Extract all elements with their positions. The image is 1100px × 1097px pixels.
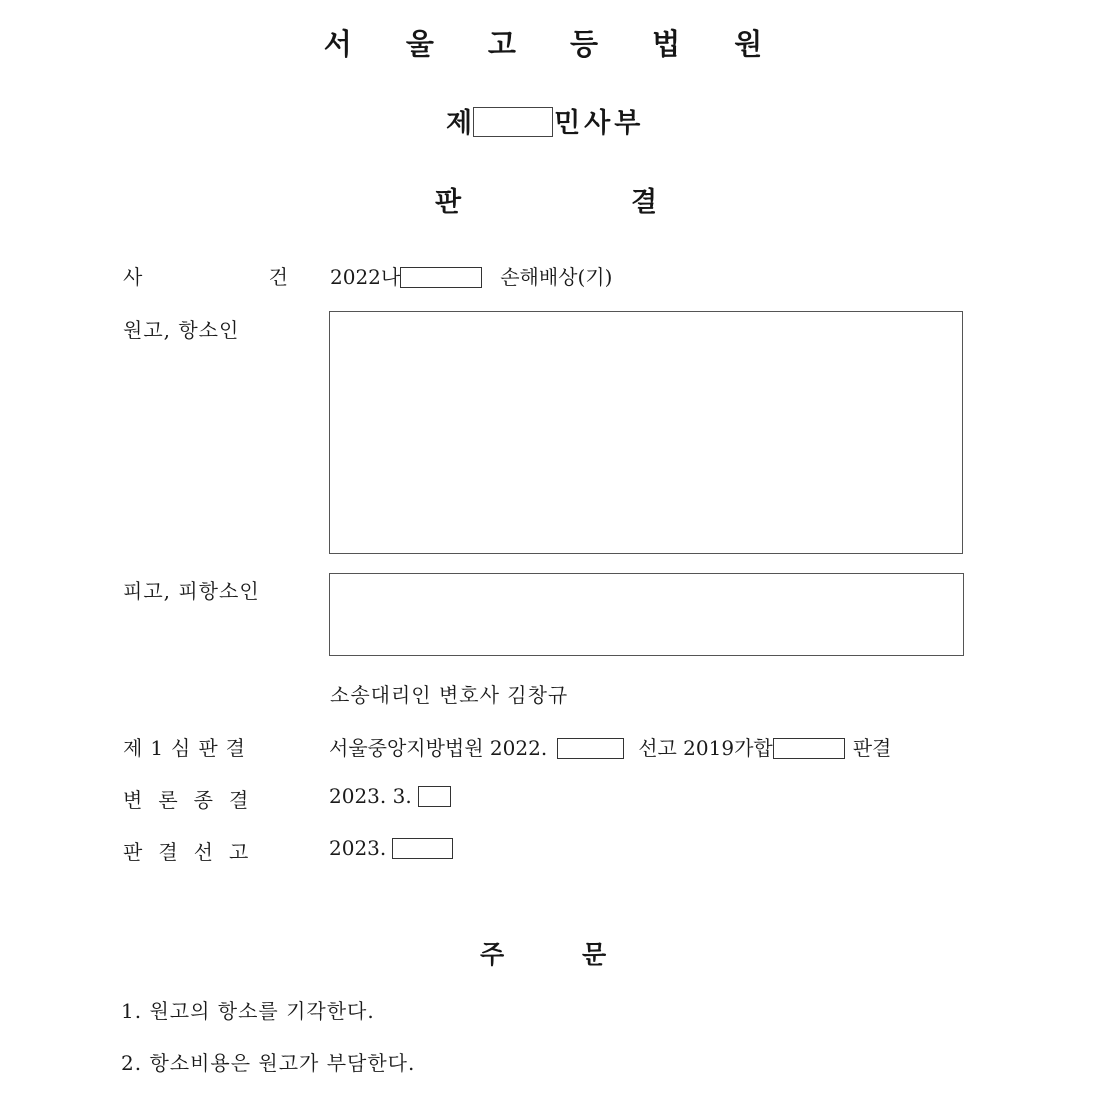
redacted-first-instance-number	[773, 738, 845, 759]
redacted-pronouncement-date	[392, 838, 453, 859]
division-prefix: 제	[446, 108, 473, 139]
document-title-second: 결	[631, 187, 658, 218]
court-name: 서 울 고 등 법 원	[323, 27, 785, 61]
case-label: 사 건	[123, 265, 348, 289]
redacted-first-instance-date	[557, 738, 624, 759]
redacted-case-number	[400, 267, 482, 288]
closing-value	[329, 784, 451, 808]
division-suffix: 민사부	[554, 108, 645, 139]
pronouncement-value	[329, 836, 453, 860]
case-number-prefix: 2022나	[330, 265, 401, 289]
defendant-label: 피고, 피항소인	[123, 579, 260, 603]
redacted-closing-day	[418, 786, 451, 807]
first-instance-pronounced: 선고 2019가합	[638, 736, 773, 760]
first-instance-value	[329, 732, 891, 761]
redacted-plaintiff-box	[329, 311, 963, 554]
document-title-first: 판	[435, 187, 462, 218]
first-instance-label: 제1심판결	[123, 736, 254, 760]
plaintiff-label: 원고, 항소인	[123, 318, 240, 342]
division-heading	[446, 101, 644, 140]
closing-date: 2023. 3.	[329, 784, 412, 808]
pronouncement-label: 판결선고	[123, 840, 265, 864]
case-name: 손해배상(기)	[500, 265, 613, 289]
redacted-division-number	[473, 107, 553, 137]
redacted-defendant-box	[329, 573, 964, 656]
first-instance-suffix: 판결	[852, 736, 892, 760]
order-title-first: 주	[480, 940, 505, 969]
defendant-attorney: 소송대리인 변호사 김창규	[330, 683, 569, 707]
pronouncement-date: 2023.	[329, 836, 387, 860]
order-item-2: 2. 항소비용은 원고가 부담한다.	[121, 1051, 416, 1075]
first-instance-court: 서울중앙지방법원 2022.	[329, 736, 548, 760]
order-title-second: 문	[582, 940, 607, 969]
order-item-1: 1. 원고의 항소를 기각한다.	[121, 999, 375, 1023]
closing-label: 변론종결	[123, 788, 265, 812]
case-value	[330, 261, 612, 290]
